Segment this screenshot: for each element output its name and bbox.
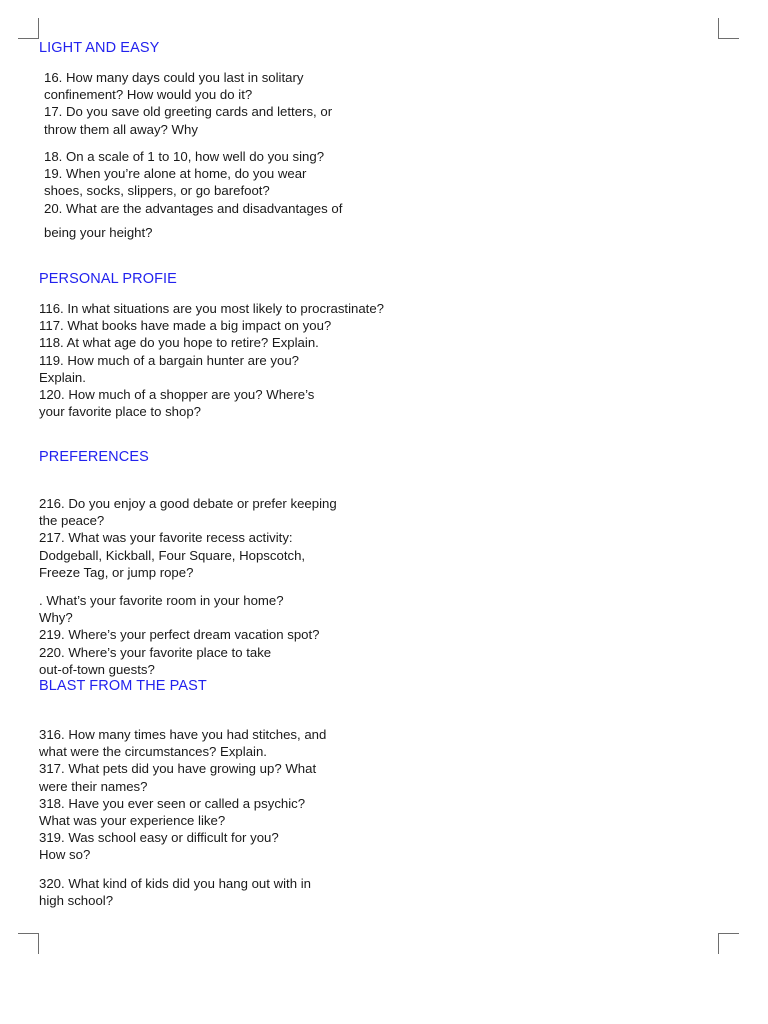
light-question-20-continued — [44, 224, 153, 241]
text-line: confinement? How would you do it? — [44, 87, 253, 103]
section-heading-light-and-easy: LIGHT AND EASY — [39, 40, 160, 56]
text-line: out-of-town guests? — [39, 661, 155, 677]
text-line: 19. When you’re alone at home, do you wear — [44, 166, 307, 182]
text-line: 120. How much of a shopper are you? Where’s — [39, 387, 315, 403]
text-line: 17. Do you save old greeting cards and letters, or — [44, 104, 333, 120]
crop-mark-bottom-right — [718, 933, 739, 954]
text-line: your favorite place to shop? — [39, 404, 202, 420]
text-line: Explain. — [39, 369, 86, 385]
text-line: 317. What pets did you have growing up? What — [39, 761, 317, 777]
blast-questions-316-319 — [39, 726, 326, 864]
text-line: How so? — [39, 847, 91, 863]
text-line: 118. At what age do you hope to retire? Explain. — [39, 335, 319, 351]
text-line: 20. What are the advantages and disadvantages of — [44, 200, 343, 216]
text-line: 316. How many times have you had stitches, and — [39, 727, 327, 742]
section-heading-preferences: PREFERENCES — [39, 449, 149, 465]
light-questions-16-17 — [44, 69, 332, 138]
text-line: what were the circumstances? Explain. — [39, 744, 267, 760]
personal-questions-116-120 — [39, 300, 384, 420]
text-line: Dodgeball, Kickball, Four Square, Hopscotch, — [39, 547, 306, 563]
crop-mark-top-left — [18, 18, 39, 39]
blast-question-320 — [39, 875, 311, 909]
section-heading-blast-from-the-past: BLAST FROM THE PAST — [39, 678, 207, 694]
text-line: high school? — [39, 893, 114, 909]
text-line: 119. How much of a bargain hunter are you? — [39, 352, 300, 368]
text-line: Why? — [39, 610, 73, 626]
text-line: throw them all away? Why — [44, 121, 198, 137]
text-line: 220. Where’s your favorite place to take — [39, 644, 272, 660]
preferences-questions-218-220 — [39, 592, 320, 678]
text-line: Freeze Tag, or jump rope? — [39, 564, 194, 580]
crop-mark-top-right — [718, 18, 739, 39]
crop-mark-bottom-left — [18, 933, 39, 954]
text-line: . What’s your favorite room in your home? — [39, 593, 284, 608]
text-line: 219. Where’s your perfect dream vacation spot? — [39, 627, 320, 643]
text-line: 320. What kind of kids did you hang out with in — [39, 876, 311, 891]
text-line: being your height? — [44, 225, 153, 240]
preferences-questions-216-217 — [39, 495, 337, 581]
text-line: 117. What books have made a big impact on you? — [39, 318, 332, 334]
text-line: the peace? — [39, 513, 105, 529]
text-line: 18. On a scale of 1 to 10, how well do you sing? — [44, 149, 325, 164]
light-questions-18-20 — [44, 148, 342, 217]
text-line: 319. Was school easy or difficult for you? — [39, 830, 279, 846]
text-line: 216. Do you enjoy a good debate or prefer keeping — [39, 496, 337, 511]
text-line: shoes, socks, slippers, or go barefoot? — [44, 183, 270, 199]
text-line: What was your experience like? — [39, 813, 226, 829]
text-line: 318. Have you ever seen or called a psychic? — [39, 795, 306, 811]
text-line: were their names? — [39, 778, 148, 794]
section-heading-personal-profile: PERSONAL PROFIE — [39, 271, 177, 287]
text-line: 16. How many days could you last in solitary — [44, 70, 304, 85]
text-line: 116. In what situations are you most likely to procrastinate? — [39, 301, 385, 316]
text-line: 217. What was your favorite recess activity: — [39, 530, 293, 546]
